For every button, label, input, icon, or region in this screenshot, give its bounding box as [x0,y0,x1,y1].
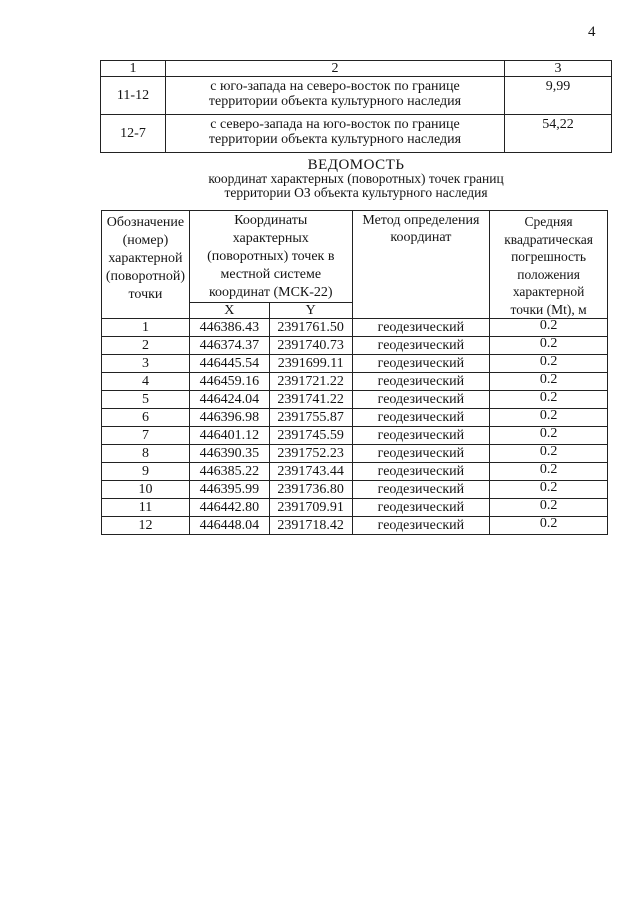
mt-cell: 0.2 [490,391,608,409]
header-line: (номер) [122,233,169,248]
page-number: 4 [588,24,596,40]
x-coordinate-cell: 446374.37 [189,337,269,355]
header-line: Обозначение [106,215,185,230]
mt-cell: 0.2 [490,481,608,499]
x-coordinate-cell: 446385.22 [189,463,269,481]
length-cell: 9,99 [505,77,612,115]
table-row [102,409,608,427]
header-line: характерных [232,231,309,246]
method-cell: геодезический [352,319,490,337]
coordinates-header [189,211,352,303]
segment-cell: 11-12 [101,77,166,115]
header-line: Координаты [234,213,308,228]
table-row [102,355,608,373]
header-line: погрешность [511,249,587,264]
point-number-cell: 8 [102,445,190,463]
x-coordinate-cell: 446390.35 [189,445,269,463]
x-coordinate-cell: 446386.43 [189,319,269,337]
error-header [490,211,608,319]
mt-cell: 0.2 [490,355,608,373]
segment-cell: 12-7 [101,115,166,153]
description-line: территории объекта культурного наследия [208,132,462,147]
method-cell: геодезический [352,391,490,409]
method-cell: геодезический [352,517,490,535]
designation-header [102,211,190,319]
y-coordinate-cell: 2391709.91 [269,499,352,517]
y-coordinate-cell: 2391718.42 [269,517,352,535]
table-row [102,337,608,355]
point-number-cell: 5 [102,391,190,409]
point-number-cell: 11 [102,499,190,517]
description-cell [166,77,505,115]
method-cell: геодезический [352,373,490,391]
point-number-cell: 9 [102,463,190,481]
point-number-cell: 7 [102,427,190,445]
method-cell: геодезический [352,499,490,517]
document-title: ВЕДОМОСТЬ [307,157,405,173]
header-line: (поворотных) точек в [207,249,335,264]
header-cell: 2 [166,61,505,77]
x-coordinate-cell: 446442.80 [189,499,269,517]
header-line: характерной [108,251,183,266]
mt-cell: 0.2 [490,499,608,517]
header-line: Средняя [524,214,573,229]
method-cell: геодезический [352,355,490,373]
method-header [352,211,490,319]
table-row [102,481,608,499]
x-coordinate-cell: 446401.12 [189,427,269,445]
y-coordinate-cell: 2391740.73 [269,337,352,355]
method-cell: геодезический [352,409,490,427]
x-coordinate-cell: 446424.04 [189,391,269,409]
header-line: местной системе [220,267,322,282]
table-row [101,115,612,153]
x-header: X [189,303,269,319]
mt-cell: 0.2 [490,463,608,481]
point-number-cell: 4 [102,373,190,391]
y-coordinate-cell: 2391699.11 [269,355,352,373]
document-subtitle: территории ОЗ объекта культурного наследия [224,185,488,200]
y-header: Y [269,303,352,319]
header-cell: 1 [101,61,166,77]
header-cell: 3 [505,61,612,77]
mt-cell: 0.2 [490,445,608,463]
x-coordinate-cell: 446459.16 [189,373,269,391]
length-cell: 54,22 [505,115,612,153]
x-coordinate-cell: 446395.99 [189,481,269,499]
y-coordinate-cell: 2391741.22 [269,391,352,409]
method-cell: геодезический [352,445,490,463]
header-line: точки (Mt), м [510,301,587,317]
x-coordinate-cell: 446396.98 [189,409,269,427]
header-line: квадратическая [504,231,593,247]
method-cell: геодезический [352,427,490,445]
y-coordinate-cell: 2391755.87 [269,409,352,427]
method-cell: геодезический [352,481,490,499]
table-row [102,517,608,535]
header-line: координат (МСК-22) [208,285,333,300]
boundary-segments-table [100,60,612,153]
y-coordinate-cell: 2391761.50 [269,319,352,337]
y-coordinate-cell: 2391752.23 [269,445,352,463]
x-coordinate-cell: 446448.04 [189,517,269,535]
mt-cell: 0.2 [490,373,608,391]
description-cell [166,115,505,153]
point-number-cell: 6 [102,409,190,427]
mt-cell: 0.2 [490,427,608,445]
header-line: характерной [512,284,585,299]
method-cell: геодезический [352,463,490,481]
header-line: положения [517,266,580,282]
table-row [102,463,608,481]
point-number-cell: 12 [102,517,190,535]
point-number-cell: 3 [102,355,190,373]
table-row [102,427,608,445]
table-row [102,319,608,337]
coordinates-table [101,210,608,535]
y-coordinate-cell: 2391721.22 [269,373,352,391]
y-coordinate-cell: 2391745.59 [269,427,352,445]
point-number-cell: 10 [102,481,190,499]
table-row [102,499,608,517]
mt-cell: 0.2 [490,337,608,355]
table-row [102,391,608,409]
header-line: (поворотной) [105,269,186,284]
mt-cell: 0.2 [490,409,608,427]
table-row [101,77,612,115]
table-header-row [102,211,608,303]
y-coordinate-cell: 2391743.44 [269,463,352,481]
point-number-cell: 2 [102,337,190,355]
header-line: координат [390,230,452,245]
table-row [102,445,608,463]
y-coordinate-cell: 2391736.80 [269,481,352,499]
document-subtitle: координат характерных (поворотных) точек границ [208,171,504,186]
mt-cell: 0.2 [490,517,608,535]
method-cell: геодезический [352,337,490,355]
header-line: Метод определения [362,213,480,228]
point-number-cell: 1 [102,319,190,337]
table-header-row [101,61,612,77]
description-line: с юго-запада на северо-восток по границе [210,79,460,94]
header-line: точки [128,287,163,302]
description-line: территории объекта культурного наследия [208,94,462,109]
description-line: с северо-запада на юго-восток по границе [210,117,460,132]
x-coordinate-cell: 446445.54 [189,355,269,373]
table-row [102,373,608,391]
mt-cell: 0.2 [490,319,608,337]
